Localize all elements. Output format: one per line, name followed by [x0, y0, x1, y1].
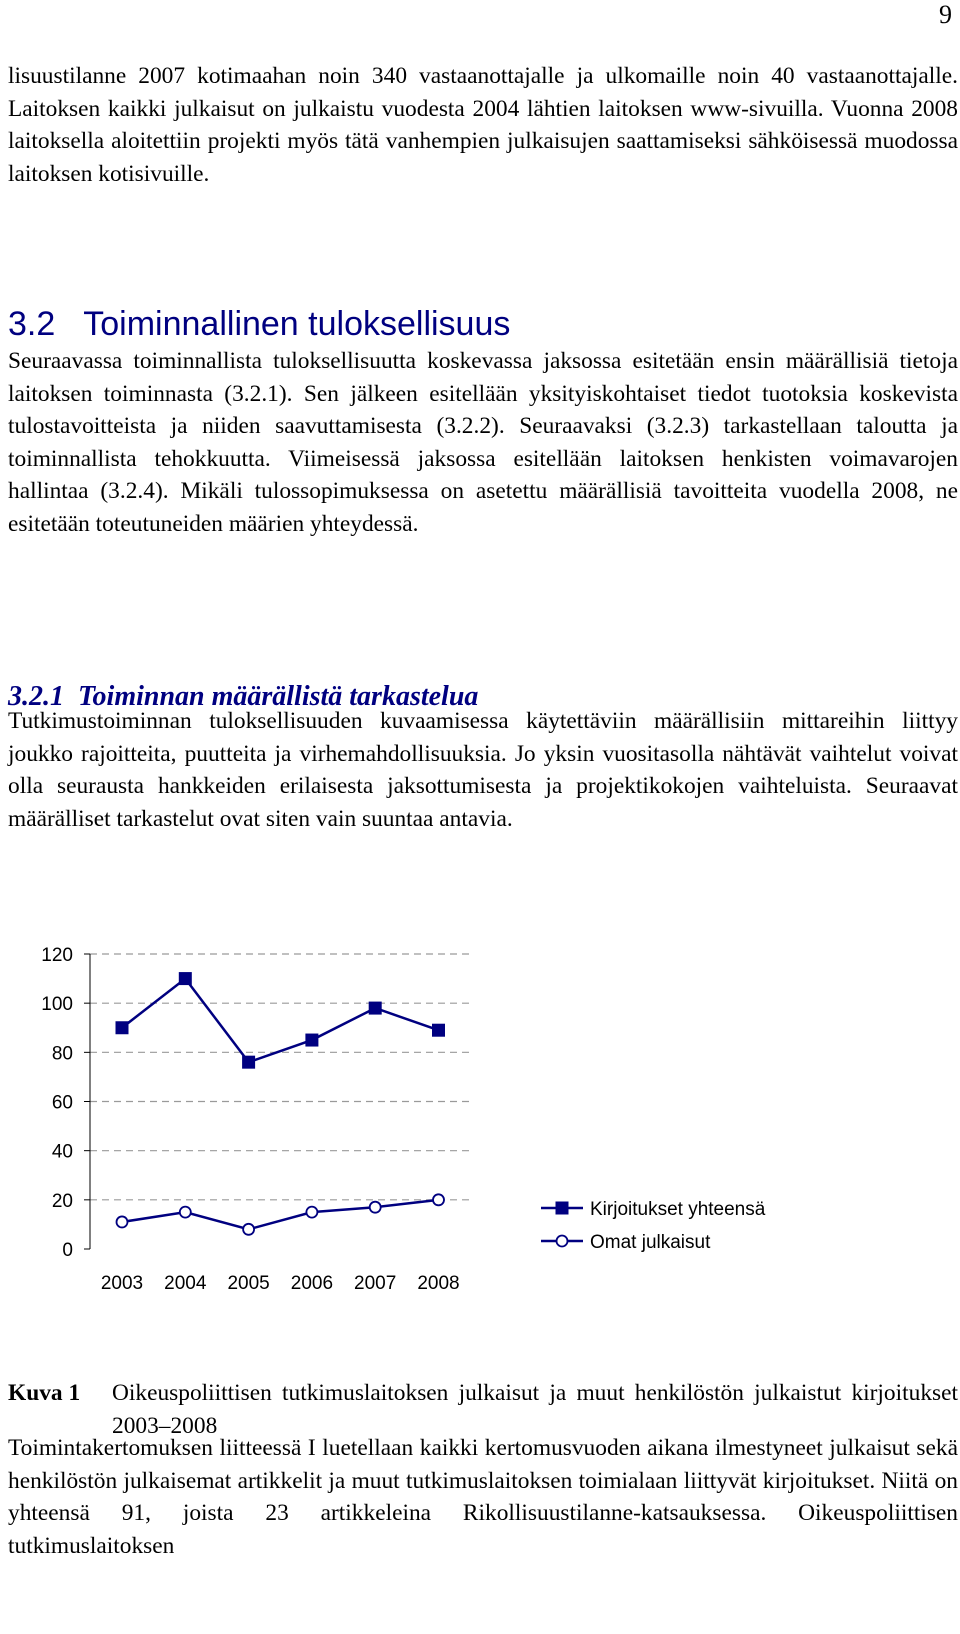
- y-tick-label: 0: [62, 1240, 73, 1261]
- x-tick-label: 2004: [164, 1273, 207, 1294]
- data-point: [179, 972, 192, 985]
- x-tick-label: 2007: [354, 1273, 397, 1294]
- section-paragraph: Seuraavassa toiminnallista tuloksellisuutta koskevassa jaksossa esitetään ensin määrällisiä tietoja laitoksen toiminnasta (3.2.1). Sen jälkeen esitellään yksityiskohtaiset tiedot tuotoksia koskevista tulostavoitteista ja niiden saavuttamisesta (3.2.2). Seuraavaksi (3.2.3) tarkastellaan taloutta ja toiminnallista tehokkuutta. Viimeisessä jaksossa esitellään laitoksen henkisten voimavarojen hallintaa (3.2.4). Mikäli tulossopimuksessa on asetettu määrällisiä tavoitteita vuodella 2008, ne esitetään toteutuneiden määrien yhteydessä.: [8, 348, 958, 537]
- data-point: [305, 1034, 318, 1047]
- publications-line-chart: [0, 935, 960, 1305]
- y-tick-label: 120: [41, 945, 73, 966]
- data-point: [370, 1202, 381, 1213]
- subsection-number: 3.2.1: [8, 681, 64, 712]
- section-number: 3.2: [8, 305, 56, 343]
- intro-paragraph: lisuustilanne 2007 kotimaahan noin 340 vastaanottajalle ja ulkomaille noin 40 vastaanottajalle. Laitoksen kaikki julkaisut on julkaistu vuodesta 2004 lähtien laitoksen www-sivuilla. Vuonna 2008 laitoksella aloitettiin projekti myös tätä vanhempien julkaisujen saattamiseksi sähköisessä muodossa laitoksen kotisivuille.: [8, 63, 958, 187]
- y-tick-label: 60: [51, 1092, 73, 1114]
- page-number: 9: [939, 0, 952, 29]
- data-point: [243, 1224, 254, 1235]
- y-tick-label: 100: [41, 994, 73, 1016]
- x-tick-label: 2008: [417, 1273, 460, 1294]
- data-point: [180, 1207, 191, 1218]
- section-heading: [8, 305, 510, 344]
- section-title: Toiminnallinen tuloksellisuus: [83, 305, 511, 343]
- y-tick-label: 20: [51, 1190, 73, 1212]
- series-line: [122, 1200, 439, 1230]
- x-tick-label: 2006: [290, 1273, 334, 1294]
- x-tick-label: 2005: [227, 1273, 270, 1294]
- subsection-title: Toiminnan määrällistä tarkastelua: [78, 681, 479, 712]
- closing-paragraph: Toimintakertomuksen liitteessä I luetellaan kaikki kertomusvuoden aikana ilmestyneet julkaisut sekä henkilöstön julkaisemat artikkelit ja muut tutkimuslaitoksen toimialaan liittyvät kirjoitukset. Niitä on yhteensä 91, joista 23 artikkeleina Rikollisuustilanne-katsauksessa. Oikeuspoliittisen tutkimuslaitoksen: [8, 1435, 958, 1559]
- legend-marker: [557, 1236, 568, 1247]
- legend-label: Omat julkaisut: [590, 1232, 711, 1253]
- legend-marker: [556, 1202, 569, 1215]
- data-point: [117, 1216, 128, 1227]
- x-tick-label: 2003: [100, 1273, 144, 1294]
- data-point: [369, 1002, 382, 1015]
- legend-label: Kirjoitukset yhteensä: [590, 1199, 766, 1220]
- data-point: [432, 1024, 445, 1037]
- y-tick-label: 40: [51, 1141, 73, 1163]
- data-point: [242, 1056, 255, 1069]
- caption-text: Oikeuspoliittisen tutkimuslaitoksen julkaisut ja muut henkilöstön julkaistut kirjoitukset 2003–2008: [112, 1380, 958, 1439]
- data-point: [116, 1021, 129, 1034]
- y-tick-label: 80: [51, 1043, 73, 1065]
- series-line: [122, 979, 439, 1063]
- caption-label: Kuva 1: [8, 1380, 81, 1406]
- subsection-paragraph: Tutkimustoiminnan tuloksellisuuden kuvaamisessa käytettäviin määrällisiin mittareihin liittyy joukko rajoitteita, puutteita ja virhemahdollisuuksia. Jo yksin vuositasolla nähtävät vaihtelut voivat olla seurausta hankkeiden erilaisesta jaksottumisesta ja projektikokojen vaihteluista. Seuraavat määrälliset tarkastelut ovat siten vain suuntaa antavia.: [8, 708, 958, 832]
- data-point: [433, 1194, 444, 1205]
- data-point: [306, 1207, 317, 1218]
